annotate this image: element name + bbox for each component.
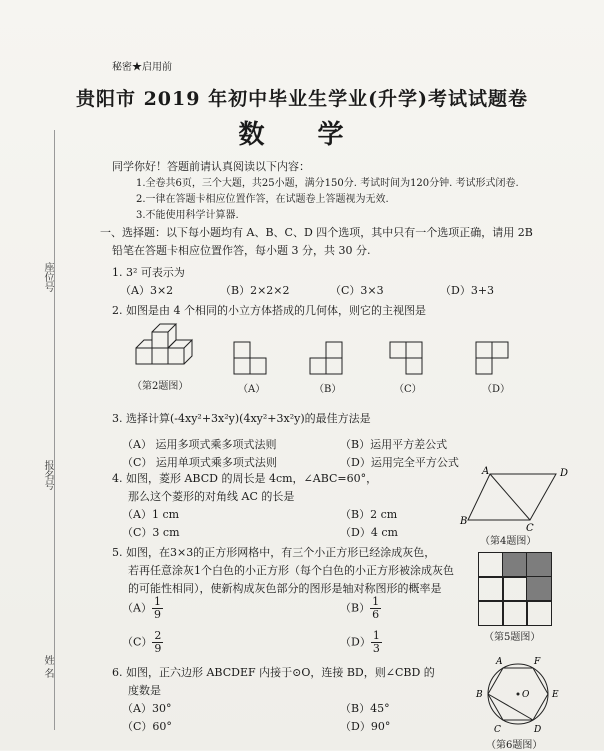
answer-option: （A）30° xyxy=(122,702,172,715)
notice-item: 1.全卷共6页，三个大题，共25小题，满分150分. 考试时间为120分钟. 考试形式闭卷. xyxy=(136,178,519,189)
question-stem: 5. 如图，在3×3的正方形网格中，有三个小正方形已经涂成灰色， xyxy=(112,546,436,559)
question-stem: 1. 3² 可表示为 xyxy=(112,266,185,279)
figure-caption: （第2题图） xyxy=(132,381,189,392)
answer-option: （D）3+3 xyxy=(440,284,495,297)
answer-option: （D）4 cm xyxy=(340,526,398,539)
grid-3x3-figure xyxy=(478,552,550,624)
front-view-option-d xyxy=(474,340,514,376)
point-label: A xyxy=(496,657,503,667)
answer-option: （A）3×2 xyxy=(120,284,174,297)
fraction-option: （D） $\frac{1}{3}$ xyxy=(340,629,380,655)
cube-solid-figure xyxy=(128,318,200,374)
figure-caption: （第5题图） xyxy=(484,632,541,643)
front-view-option-b xyxy=(308,340,348,376)
figure-option-label: （A） xyxy=(238,384,266,395)
point-label: C xyxy=(494,725,501,735)
notice-item: 3.不能使用科学计算器. xyxy=(136,210,239,221)
figure-option-label: （D） xyxy=(482,384,511,395)
answer-option: （C） 运用单项式乘多项式法则 xyxy=(122,456,277,469)
answer-option: （B）2×2×2 xyxy=(220,284,290,297)
exam-number-label: 报名号 xyxy=(42,460,53,490)
answer-option: （A） 运用多项式乘多项式法则 xyxy=(122,438,277,451)
student-name-label: 姓 名 xyxy=(42,655,53,679)
point-label: B xyxy=(476,690,483,700)
question-stem: 度数是 xyxy=(128,684,161,697)
point-label: E xyxy=(552,690,559,700)
question-stem: 若再任意涂灰1个白色的小正方形（每个白色的小正方形被涂成灰色 xyxy=(128,564,454,577)
rhombus-figure xyxy=(458,464,576,532)
answer-option: （B）2 cm xyxy=(340,508,398,521)
question-stem: 4. 如图，菱形 ABCD 的周长是 4cm，∠ABC=60°， xyxy=(112,472,378,485)
question-stem: 2. 如图是由 4 个相同的小立方体搭成的几何体，则它的主视图是 xyxy=(112,304,426,317)
answer-option: （D）运用完全平方公式 xyxy=(340,456,459,469)
figure-option-label: （B） xyxy=(314,384,342,395)
question-stem: 6. 如图，正六边形 ABCDEF 内接于⊙O，连接 BD，则∠CBD 的 xyxy=(112,666,435,679)
answer-option: （C）60° xyxy=(122,720,172,733)
seat-number-label: 座位号 xyxy=(42,262,53,292)
point-label: B xyxy=(460,516,468,527)
section-instructions: 一、选择题：以下每小题均有 A、B、C、D 四个选项，其中只有一个选项正确，请用 2B xyxy=(100,226,533,239)
front-view-option-a xyxy=(232,340,272,376)
fraction-option: （C） $\frac{2}{9}$ xyxy=(122,629,162,655)
confidential-label: 秘密★启用前 xyxy=(112,62,172,73)
point-label: A xyxy=(482,466,490,477)
answer-option: （A）1 cm xyxy=(122,508,180,521)
answer-option: （C）3×3 xyxy=(330,284,384,297)
notice-greeting: 同学你好！答题前请认真阅读以下内容： xyxy=(112,160,310,173)
subject-title: 数 学 xyxy=(238,120,366,150)
figure-caption: （第6题图） xyxy=(486,740,543,751)
answer-option: （B）45° xyxy=(340,702,390,715)
notice-item: 2.一律在答题卡相应位置作答，在试题卷上答题视为无效. xyxy=(136,194,389,205)
point-label: O xyxy=(522,690,530,700)
point-label: C xyxy=(526,523,534,532)
answer-option: （C）3 cm xyxy=(122,526,180,539)
exam-title: 贵阳市 2019 年初中毕业生学业(升学)考试试题卷 xyxy=(75,88,529,110)
point-label: D xyxy=(560,468,569,479)
binding-line xyxy=(54,130,55,730)
question-stem: 3. 选择计算(-4xy²+3x²y)(4xy²+3x²y)的最佳方法是 xyxy=(112,412,371,425)
figure-option-label: （C） xyxy=(394,384,422,395)
question-stem: 的可能性相同），使新构成灰色部分的图形是轴对称图形的概率是 xyxy=(128,582,442,595)
figure-caption: （第4题图） xyxy=(480,536,537,547)
point-label: F xyxy=(534,657,541,667)
answer-option: （D）90° xyxy=(340,720,391,733)
fraction-option: （B） $\frac{1}{6}$ xyxy=(340,595,380,621)
hexagon-circle-figure xyxy=(470,654,566,736)
point-label: D xyxy=(534,725,542,735)
section-instructions: 铅笔在答题卡相应位置作答，每小题 3 分，共 30 分. xyxy=(112,244,371,257)
fraction-option: （A） $\frac{1}{9}$ xyxy=(122,595,161,621)
front-view-option-c xyxy=(388,340,428,376)
question-stem: 那么这个菱形的对角线 AC 的长是 xyxy=(128,490,295,503)
answer-option: （B）运用平方差公式 xyxy=(340,438,448,451)
